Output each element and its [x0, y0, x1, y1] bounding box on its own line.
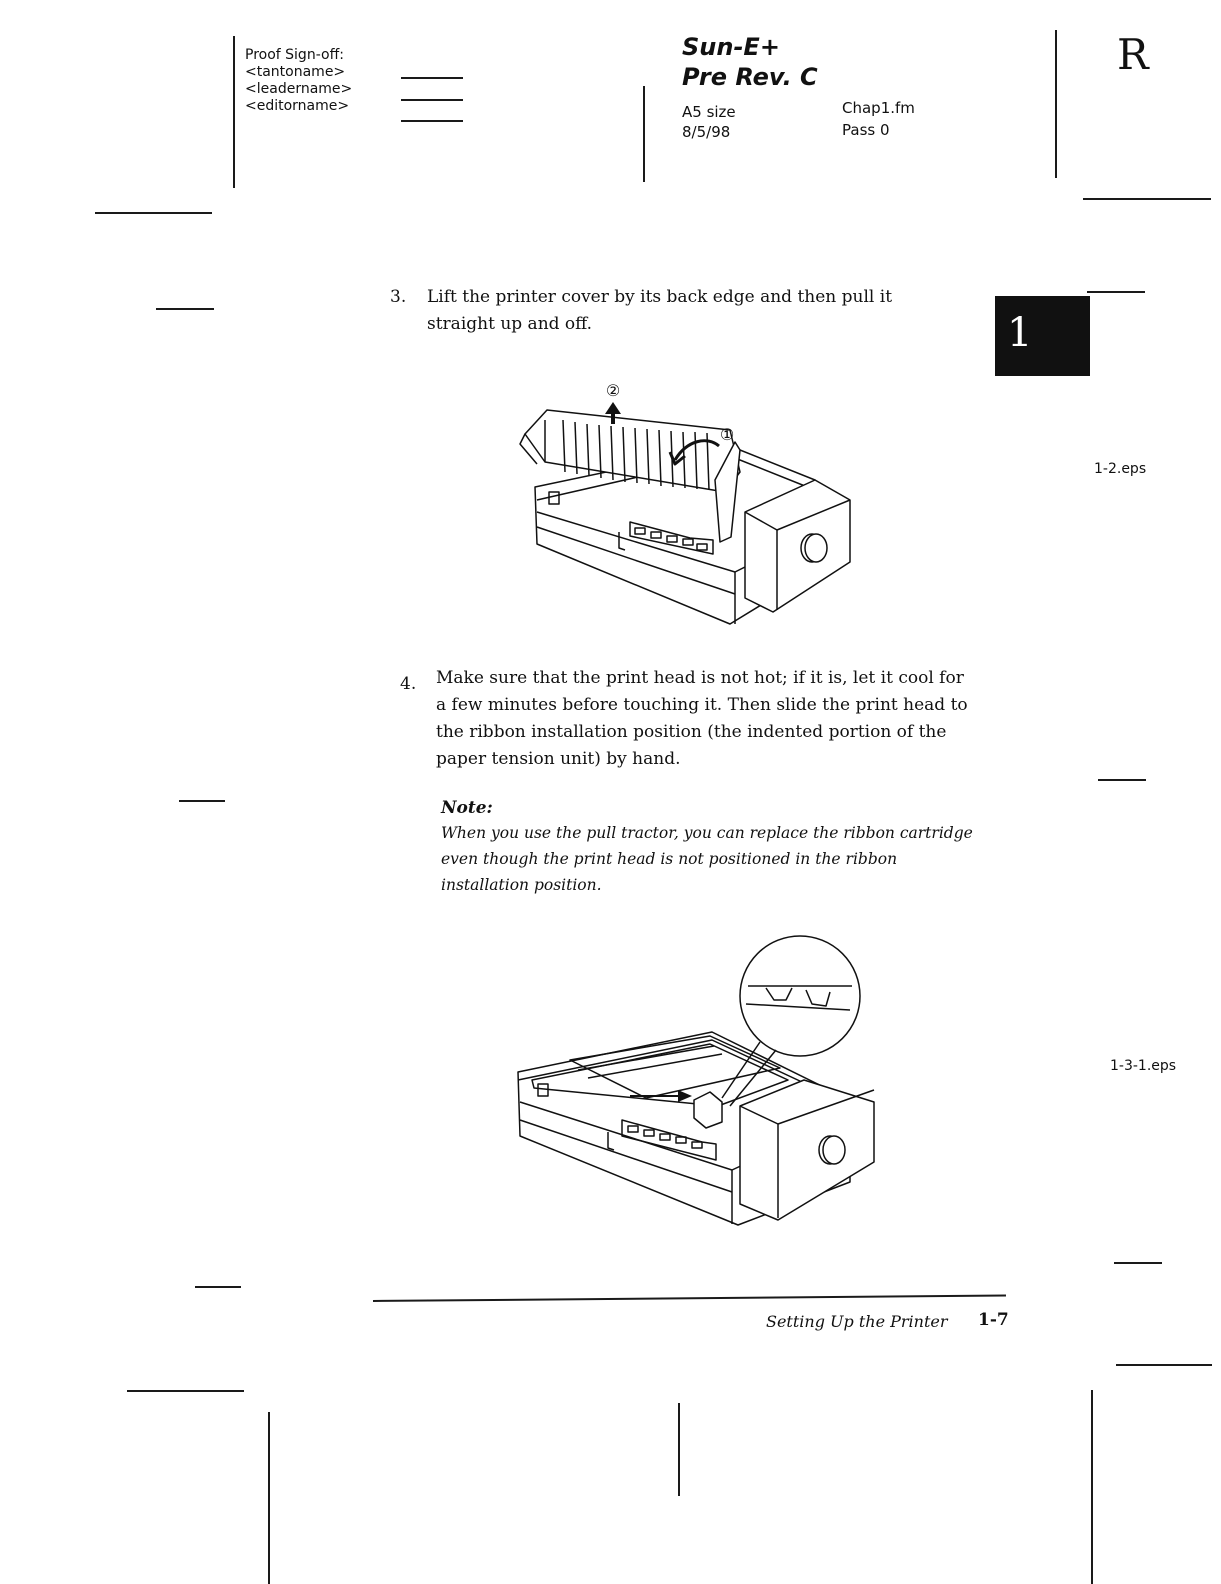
margin-mark-left-1	[156, 308, 214, 310]
proof-signoff-label: Proof Sign-off:	[245, 47, 344, 63]
proof-left-rule	[233, 36, 235, 188]
chapter-tab	[995, 296, 1090, 376]
chapter-number: 1	[1007, 310, 1033, 356]
step-3-line-2: straight up and off.	[427, 314, 593, 334]
crop-mark-bottom-center-v	[678, 1403, 680, 1496]
note-body	[441, 820, 1001, 898]
note-line-3: installation position.	[441, 876, 602, 894]
callout-step-2: ②	[605, 381, 621, 400]
note-line-1: When you use the pull tractor, you can replace the ribbon cartridge	[441, 824, 973, 842]
proof-name-tanto: <tantoname>	[245, 64, 346, 80]
sign-line-3	[401, 120, 463, 122]
step-4-text	[436, 665, 968, 773]
step-4-line-3: the ribbon installation position (the indented portion of the	[436, 722, 947, 742]
footer-rule	[373, 1294, 1006, 1301]
doc-pass: Pass 0	[842, 121, 890, 139]
note-line-2: even though the print head is not positioned in the ribbon	[441, 850, 898, 868]
step-3-line-1: Lift the printer cover by its back edge and then pull it	[427, 287, 893, 307]
footer-page-number: 1-7	[978, 1310, 1009, 1330]
margin-mark-left-3	[195, 1286, 241, 1288]
crop-mark-top-right	[1083, 198, 1211, 200]
proof-signoff-block	[245, 47, 352, 115]
doc-date: 8/5/98	[682, 123, 731, 141]
proof-name-editor: <editorname>	[245, 98, 350, 114]
figure-1-label: 1-2.eps	[1094, 461, 1147, 477]
crop-mark-top-left	[95, 212, 212, 214]
margin-mark-right-3	[1114, 1262, 1162, 1264]
figure-print-head-position	[510, 930, 880, 1230]
doc-title-line2: Pre Rev. C	[682, 63, 818, 91]
margin-mark-left-2	[179, 800, 225, 802]
margin-mark-right-2	[1098, 779, 1146, 781]
title-left-rule	[643, 86, 645, 182]
step-4-line-4: paper tension unit) by hand.	[436, 749, 681, 769]
figure-printer-cover-removal	[515, 372, 860, 634]
footer-section-title: Setting Up the Printer	[766, 1312, 948, 1331]
callout-step-1: ①	[719, 425, 735, 444]
doc-size: A5 size	[682, 103, 736, 121]
sign-line-1	[401, 77, 463, 79]
note-block	[441, 796, 1001, 898]
corner-letter: R	[1117, 30, 1149, 79]
crop-mark-bottom-right-v	[1091, 1390, 1093, 1584]
doc-file: Chap1.fm	[842, 99, 915, 117]
sign-line-2	[401, 99, 463, 101]
step-4-number: 4.	[400, 674, 417, 694]
title-right-rule	[1055, 30, 1057, 178]
doc-title-line1: Sun-E+	[682, 33, 780, 61]
crop-mark-bottom-left	[127, 1390, 244, 1392]
step-4-line-1: Make sure that the print head is not hot; if it is, let it cool for	[436, 668, 964, 688]
proof-name-leader: <leadername>	[245, 81, 353, 97]
crop-mark-bottom-right	[1116, 1364, 1212, 1366]
step-3-number: 3.	[390, 287, 407, 307]
figure-2-label: 1-3-1.eps	[1110, 1058, 1177, 1074]
note-heading: Note:	[441, 798, 493, 818]
crop-mark-bottom-left-v	[268, 1412, 270, 1584]
step-4-line-2: a few minutes before touching it. Then slide the print head to	[436, 695, 968, 715]
step-3-text	[427, 284, 892, 338]
margin-mark-right-1	[1087, 291, 1145, 293]
